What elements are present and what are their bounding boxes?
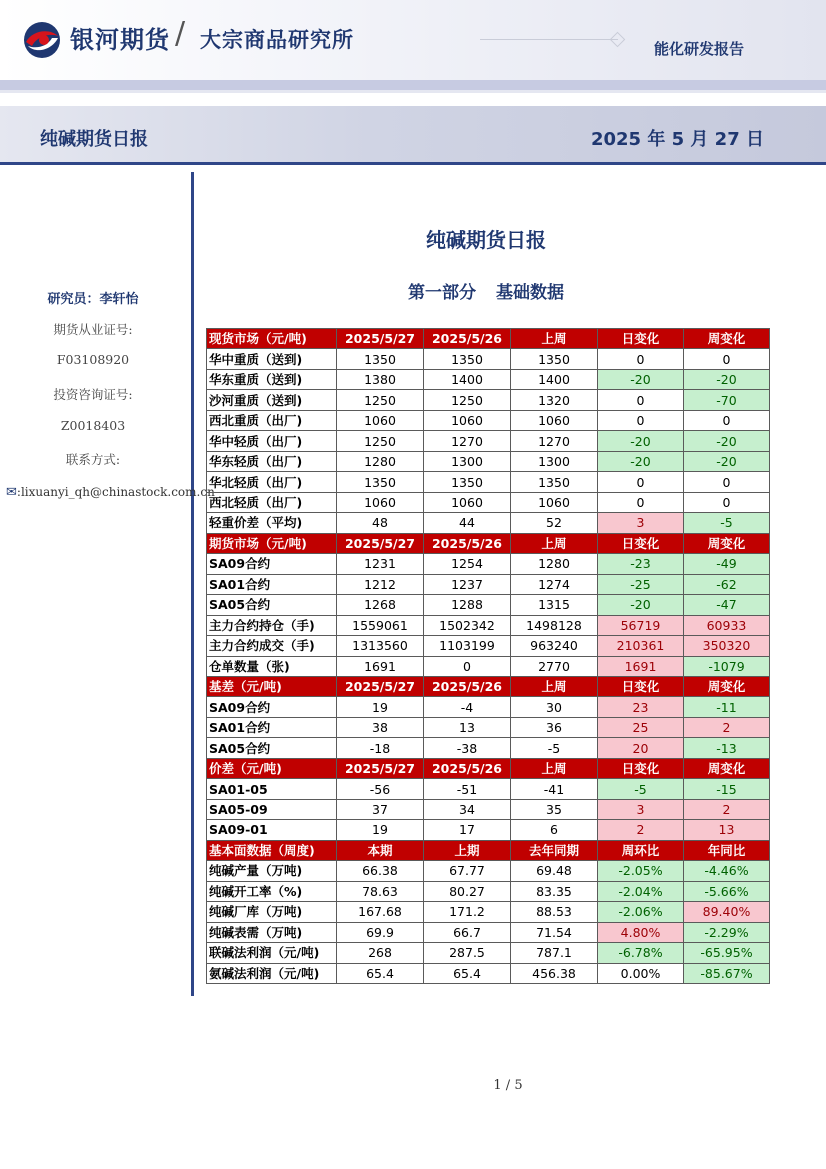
table-header-row	[207, 676, 770, 696]
column-header: 2025/5/26	[424, 329, 511, 349]
column-header: 日变化	[598, 758, 684, 778]
value-cell: 30	[511, 697, 598, 717]
change-cell: 89.40%	[684, 902, 770, 922]
table-row	[207, 472, 770, 492]
table-header-row	[207, 758, 770, 778]
value-cell: 1270	[424, 431, 511, 451]
value-cell: 167.68	[337, 902, 424, 922]
change-cell: -15	[684, 779, 770, 799]
contact-label: 联系方式:	[65, 452, 121, 467]
change-cell: -20	[598, 369, 684, 389]
license-number: F03108920	[56, 352, 130, 367]
value-cell: 1250	[424, 390, 511, 410]
column-header: 去年同期	[511, 840, 598, 860]
section-header-label: 基差（元/吨)	[207, 676, 337, 696]
table-row	[207, 574, 770, 594]
column-header: 2025/5/26	[424, 533, 511, 553]
change-cell: 56719	[598, 615, 684, 635]
value-cell: 1320	[511, 390, 598, 410]
row-label: 西北重质（出厂)	[207, 410, 337, 430]
mail-icon: ✉	[6, 485, 17, 500]
change-cell: -20	[684, 451, 770, 471]
change-cell: -47	[684, 595, 770, 615]
value-cell: 48	[337, 513, 424, 533]
change-cell: 0.00%	[598, 963, 684, 983]
row-label: 西北轻质（出厂)	[207, 492, 337, 512]
column-header: 周变化	[684, 329, 770, 349]
value-cell: -41	[511, 779, 598, 799]
value-cell: -18	[337, 738, 424, 758]
section-title: 第一部分 基础数据	[408, 283, 564, 303]
column-header: 2025/5/27	[337, 329, 424, 349]
value-cell: 1280	[337, 451, 424, 471]
report-name: 纯碱期货日报	[40, 129, 148, 150]
value-cell: 1060	[511, 492, 598, 512]
value-cell: 1060	[424, 410, 511, 430]
value-cell: 1502342	[424, 615, 511, 635]
table-row	[207, 410, 770, 430]
change-cell: -25	[598, 574, 684, 594]
row-label: 华中重质（送到)	[207, 349, 337, 369]
value-cell: 1268	[337, 595, 424, 615]
change-cell: -20	[598, 451, 684, 471]
table-header-row	[207, 533, 770, 553]
value-cell: 78.63	[337, 881, 424, 901]
change-cell: 2	[598, 820, 684, 840]
report-header	[0, 0, 826, 80]
value-cell: 88.53	[511, 902, 598, 922]
change-cell: -11	[684, 697, 770, 717]
value-cell: 35	[511, 799, 598, 819]
value-cell: 71.54	[511, 922, 598, 942]
value-cell: 1060	[337, 492, 424, 512]
change-cell: -5	[598, 779, 684, 799]
value-cell: 1300	[511, 451, 598, 471]
change-cell: -2.05%	[598, 861, 684, 881]
value-cell: 36	[511, 717, 598, 737]
section-header-label: 价差（元/吨)	[207, 758, 337, 778]
column-header: 上周	[511, 533, 598, 553]
value-cell: 287.5	[424, 943, 511, 963]
table-row	[207, 554, 770, 574]
value-cell: 787.1	[511, 943, 598, 963]
value-cell: 1250	[337, 431, 424, 451]
row-label: 仓单数量（张)	[207, 656, 337, 676]
value-cell: -38	[424, 738, 511, 758]
table-row	[207, 902, 770, 922]
column-header: 周变化	[684, 676, 770, 696]
value-cell: 37	[337, 799, 424, 819]
table-row	[207, 717, 770, 737]
value-cell: 67.77	[424, 861, 511, 881]
column-header: 日变化	[598, 676, 684, 696]
row-label: SA05-09	[207, 799, 337, 819]
change-cell: -2.06%	[598, 902, 684, 922]
value-cell: 65.4	[337, 963, 424, 983]
section-header-label: 期货市场（元/吨)	[207, 533, 337, 553]
change-cell: -5.66%	[684, 881, 770, 901]
row-label: 纯碱产量（万吨)	[207, 861, 337, 881]
row-label: 沙河重质（送到)	[207, 390, 337, 410]
value-cell: 38	[337, 717, 424, 737]
value-cell: 1103199	[424, 636, 511, 656]
change-cell: -20	[684, 431, 770, 451]
value-cell: 1315	[511, 595, 598, 615]
table-row	[207, 922, 770, 942]
value-cell: 1274	[511, 574, 598, 594]
value-cell: 1350	[337, 472, 424, 492]
row-label: 主力合约成交（手)	[207, 636, 337, 656]
row-label: SA01合约	[207, 717, 337, 737]
contact-email[interactable]	[6, 482, 215, 503]
value-cell: 19	[337, 697, 424, 717]
consult-label: 投资咨询证号:	[53, 387, 133, 402]
change-cell: 0	[598, 492, 684, 512]
value-cell: 1060	[424, 492, 511, 512]
value-cell: -5	[511, 738, 598, 758]
row-label: 联碱法利润（元/吨)	[207, 943, 337, 963]
table-row	[207, 513, 770, 533]
change-cell: -70	[684, 390, 770, 410]
value-cell: 1380	[337, 369, 424, 389]
change-cell: 0	[598, 390, 684, 410]
value-cell: 1350	[511, 472, 598, 492]
row-label: SA05合约	[207, 595, 337, 615]
table-row	[207, 820, 770, 840]
institute-name: 大宗商品研究所	[200, 28, 354, 52]
change-cell: 2	[684, 799, 770, 819]
row-label: SA09合约	[207, 697, 337, 717]
value-cell: 1350	[424, 472, 511, 492]
row-label: 主力合约持仓（手)	[207, 615, 337, 635]
change-cell: -23	[598, 554, 684, 574]
change-cell: 3	[598, 799, 684, 819]
column-header: 上周	[511, 758, 598, 778]
table-row	[207, 451, 770, 471]
change-cell: -62	[684, 574, 770, 594]
column-header: 上周	[511, 329, 598, 349]
section-header-label: 现货市场（元/吨)	[207, 329, 337, 349]
column-header: 2025/5/26	[424, 758, 511, 778]
table-row	[207, 943, 770, 963]
table-row	[207, 697, 770, 717]
value-cell: 1288	[424, 595, 511, 615]
value-cell: 52	[511, 513, 598, 533]
change-cell: 1691	[598, 656, 684, 676]
change-cell: 0	[598, 349, 684, 369]
value-cell: 66.38	[337, 861, 424, 881]
column-header: 本期	[337, 840, 424, 860]
change-cell: 350320	[684, 636, 770, 656]
value-cell: 6	[511, 820, 598, 840]
value-cell: 1250	[337, 390, 424, 410]
column-header: 2025/5/27	[337, 758, 424, 778]
table-row	[207, 349, 770, 369]
table-row	[207, 615, 770, 635]
row-label: 纯碱表需（万吨)	[207, 922, 337, 942]
change-cell: 23	[598, 697, 684, 717]
change-cell: 0	[684, 349, 770, 369]
change-cell: 0	[684, 472, 770, 492]
change-cell: 2	[684, 717, 770, 737]
value-cell: 1280	[511, 554, 598, 574]
value-cell: 1060	[337, 410, 424, 430]
table-row	[207, 369, 770, 389]
table-header-row	[207, 329, 770, 349]
value-cell: 1231	[337, 554, 424, 574]
change-cell: -65.95%	[684, 943, 770, 963]
table-row	[207, 390, 770, 410]
table-row	[207, 779, 770, 799]
value-cell: 1254	[424, 554, 511, 574]
value-cell: 0	[424, 656, 511, 676]
data-table	[206, 328, 770, 984]
change-cell: -2.04%	[598, 881, 684, 901]
report-date: 2025 年 5 月 27 日	[590, 129, 764, 150]
header-stripe	[0, 80, 826, 90]
table-row	[207, 492, 770, 512]
row-label: 华北轻质（出厂)	[207, 472, 337, 492]
value-cell: 80.27	[424, 881, 511, 901]
column-header: 2025/5/26	[424, 676, 511, 696]
value-cell: 2770	[511, 656, 598, 676]
value-cell: 17	[424, 820, 511, 840]
table-row	[207, 595, 770, 615]
decorative-line	[480, 39, 618, 40]
change-cell: 0	[598, 410, 684, 430]
title-band	[0, 106, 826, 162]
table-row	[207, 738, 770, 758]
value-cell: 34	[424, 799, 511, 819]
row-label: 华中轻质（出厂)	[207, 431, 337, 451]
value-cell: 69.9	[337, 922, 424, 942]
value-cell: 456.38	[511, 963, 598, 983]
brand-name: 银河期货	[70, 26, 170, 54]
table-header-row	[207, 840, 770, 860]
column-header: 周变化	[684, 758, 770, 778]
value-cell: 1350	[424, 349, 511, 369]
table-row	[207, 799, 770, 819]
page-number: 1 / 5	[493, 1078, 523, 1093]
consult-number: Z0018403	[60, 418, 126, 433]
value-cell: 1212	[337, 574, 424, 594]
change-cell: -49	[684, 554, 770, 574]
value-cell: 65.4	[424, 963, 511, 983]
change-cell: -20	[598, 595, 684, 615]
row-label: SA09-01	[207, 820, 337, 840]
row-label: 纯碱开工率（%)	[207, 881, 337, 901]
value-cell: 69.48	[511, 861, 598, 881]
value-cell: 1350	[337, 349, 424, 369]
value-cell: 1350	[511, 349, 598, 369]
section-header-label: 基本面数据（周度)	[207, 840, 337, 860]
change-cell: 4.80%	[598, 922, 684, 942]
change-cell: 60933	[684, 615, 770, 635]
row-label: 华东重质（送到)	[207, 369, 337, 389]
value-cell: 1400	[511, 369, 598, 389]
row-label: SA01合约	[207, 574, 337, 594]
title-underline	[0, 162, 826, 165]
column-header: 2025/5/27	[337, 676, 424, 696]
row-label: SA09合约	[207, 554, 337, 574]
value-cell: 19	[337, 820, 424, 840]
brand-separator: /	[175, 16, 186, 51]
row-label: 氨碱法利润（元/吨)	[207, 963, 337, 983]
table-row	[207, 963, 770, 983]
change-cell: 0	[684, 410, 770, 430]
row-label: 轻重价差（平均)	[207, 513, 337, 533]
value-cell: 1060	[511, 410, 598, 430]
column-header: 周变化	[684, 533, 770, 553]
table-row	[207, 881, 770, 901]
table-row	[207, 431, 770, 451]
value-cell: 268	[337, 943, 424, 963]
column-header: 年同比	[684, 840, 770, 860]
page-title: 纯碱期货日报	[426, 228, 546, 252]
row-label: 纯碱厂库（万吨)	[207, 902, 337, 922]
row-label: 华东轻质（出厂)	[207, 451, 337, 471]
change-cell: -5	[684, 513, 770, 533]
value-cell: 1559061	[337, 615, 424, 635]
table-row	[207, 861, 770, 881]
value-cell: 1400	[424, 369, 511, 389]
change-cell: -13	[684, 738, 770, 758]
header-stripe-light	[0, 90, 826, 93]
table-row	[207, 656, 770, 676]
value-cell: 1300	[424, 451, 511, 471]
change-cell: 0	[598, 472, 684, 492]
value-cell: -4	[424, 697, 511, 717]
value-cell: 1237	[424, 574, 511, 594]
value-cell: 1313560	[337, 636, 424, 656]
license-label: 期货从业证号:	[53, 322, 133, 337]
value-cell: 963240	[511, 636, 598, 656]
change-cell: 13	[684, 820, 770, 840]
row-label: SA01-05	[207, 779, 337, 799]
value-cell: 1270	[511, 431, 598, 451]
email-text: :lixuanyi_qh@chinastock.com.cn	[16, 485, 215, 499]
row-label: SA05合约	[207, 738, 337, 758]
value-cell: -51	[424, 779, 511, 799]
value-cell: 171.2	[424, 902, 511, 922]
change-cell: -1079	[684, 656, 770, 676]
column-header: 上期	[424, 840, 511, 860]
value-cell: 1691	[337, 656, 424, 676]
change-cell: 20	[598, 738, 684, 758]
change-cell: 25	[598, 717, 684, 737]
galaxy-logo-icon	[22, 20, 62, 60]
change-cell: -4.46%	[684, 861, 770, 881]
researcher-name: 研究员：李轩怡	[47, 292, 139, 307]
value-cell: 83.35	[511, 881, 598, 901]
table-row	[207, 636, 770, 656]
column-header: 上周	[511, 676, 598, 696]
change-cell: -2.29%	[684, 922, 770, 942]
value-cell: -56	[337, 779, 424, 799]
value-cell: 66.7	[424, 922, 511, 942]
change-cell: 3	[598, 513, 684, 533]
column-header: 日变化	[598, 329, 684, 349]
change-cell: -20	[598, 431, 684, 451]
value-cell: 13	[424, 717, 511, 737]
change-cell: 0	[684, 492, 770, 512]
change-cell: -20	[684, 369, 770, 389]
column-header: 日变化	[598, 533, 684, 553]
report-category: 能化研发报告	[654, 40, 745, 58]
change-cell: 210361	[598, 636, 684, 656]
change-cell: -6.78%	[598, 943, 684, 963]
diamond-icon	[610, 32, 626, 48]
value-cell: 44	[424, 513, 511, 533]
value-cell: 1498128	[511, 615, 598, 635]
column-header: 周环比	[598, 840, 684, 860]
change-cell: -85.67%	[684, 963, 770, 983]
column-header: 2025/5/27	[337, 533, 424, 553]
